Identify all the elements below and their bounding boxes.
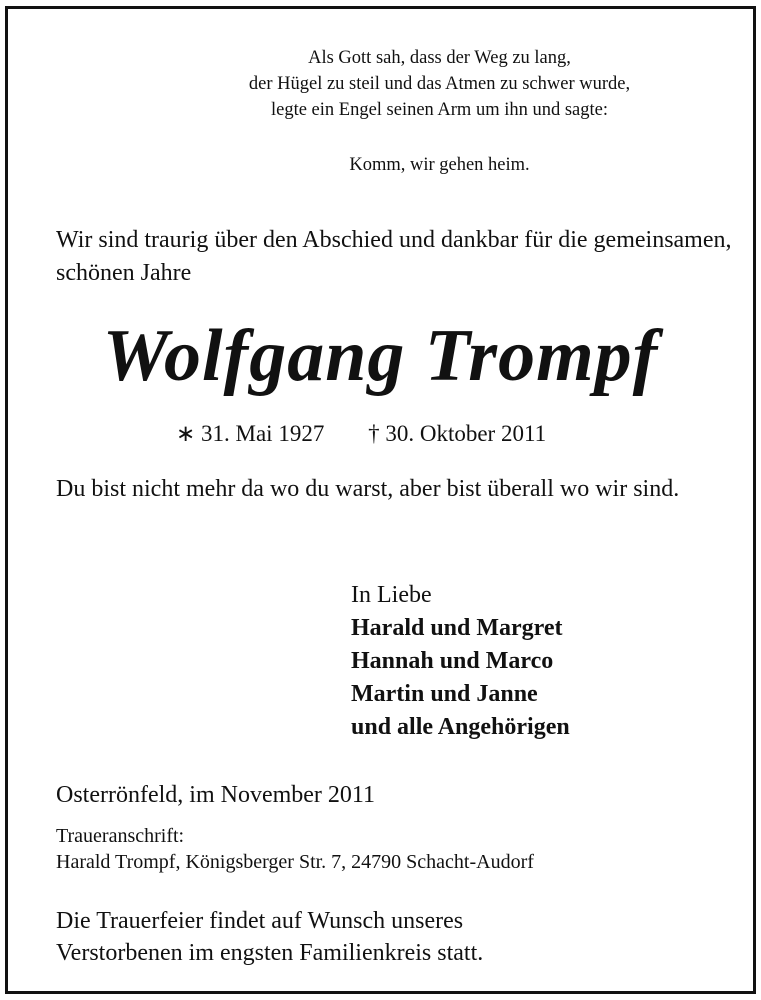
mourner-name: Martin und Janne	[351, 681, 538, 707]
obituary-notice	[5, 6, 756, 994]
life-dates	[176, 419, 546, 449]
poem	[8, 45, 753, 178]
mourner-name: Hannah und Marco	[351, 648, 554, 674]
death-date: † 30. Oktober 2011	[368, 421, 547, 446]
funeral-line: Die Trauerfeier findet auf Wunsch unseres	[56, 908, 464, 934]
poem-line: der Hügel zu steil und das Atmen zu schwer wurde,	[248, 74, 631, 94]
place-and-date: Osterrönfeld, im November 2011	[56, 782, 376, 808]
mourners-heading: In Liebe	[351, 582, 432, 608]
poem-line: Als Gott sah, dass der Weg zu lang,	[308, 48, 571, 68]
mourner-name: Harald und Margret	[351, 615, 563, 641]
deceased-name: Wolfgang Trompf	[102, 315, 659, 397]
mourning-address	[56, 823, 534, 875]
memorial-quote: Du bist nicht mehr da wo du warst, aber bist überall wo wir sind.	[56, 476, 680, 502]
intro-text: Wir sind traurig über den Abschied und dankbar für die gemeinsamen, schönen Jahre	[56, 227, 732, 286]
poem-closing-line: Komm, wir gehen heim.	[349, 155, 530, 175]
address-label: Traueranschrift:	[56, 825, 185, 847]
funeral-line: Verstorbenen im engsten Familienkreis statt.	[56, 940, 484, 966]
funeral-note	[56, 905, 736, 969]
mourner-name: und alle Angehörigen	[351, 714, 570, 740]
poem-line: legte ein Engel seinen Arm um ihn und sagte:	[270, 100, 609, 120]
mourners-block	[351, 579, 570, 744]
address-line: Harald Trompf, Königsberger Str. 7, 24790 Schacht-Audorf	[56, 851, 534, 873]
birth-date: ∗ 31. Mai 1927	[176, 421, 325, 446]
